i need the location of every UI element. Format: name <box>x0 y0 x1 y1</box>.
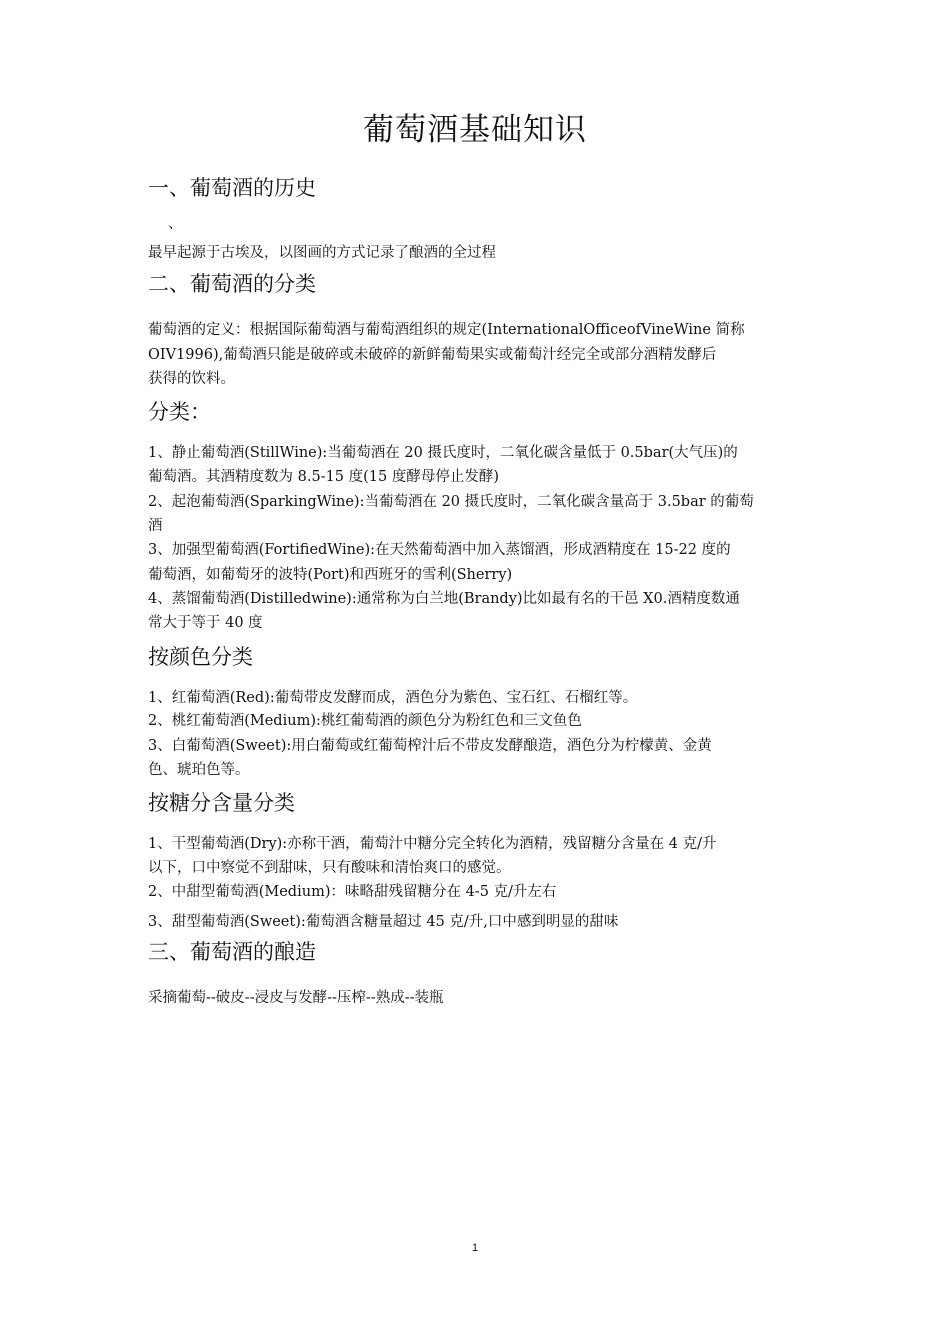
subheading-classify: 分类： <box>148 400 211 424</box>
stray-mark: 、 <box>168 216 183 232</box>
page-number: 1 <box>471 1242 479 1254</box>
classify-line-8: 常大于等于 40 度 <box>148 615 263 631</box>
classify-line-3: 2、起泡葡萄酒(SparkingWine):当葡萄酒在 20 摄氏度时，二氧化碳含量高于 3.5bar 的葡萄 <box>148 494 754 510</box>
subheading-by-sugar: 按糖分含量分类 <box>148 791 295 815</box>
section-heading-classification: 二、葡萄酒的分类 <box>148 272 316 296</box>
classify-line-2: 葡萄酒。其酒精度数为 8.5-15 度(15 度酵母停止发酵) <box>148 469 500 485</box>
classify-line-7: 4、蒸馏葡萄酒(Distilledwine):通常称为白兰地(Brandy)比如最有名的干邑 X0.酒精度数通 <box>148 591 740 607</box>
color-line-2: 2、桃红葡萄酒(Medium):桃红葡萄酒的颜色分为粉红色和三文鱼色 <box>148 713 582 729</box>
history-text: 最早起源于古埃及，以图画的方式记录了酿酒的全过程 <box>148 245 496 261</box>
classify-line-1: 1、静止葡萄酒(StillWine):当葡萄酒在 20 摄氏度时，二氧化碳含量低于 0.5bar(大气压)的 <box>148 445 738 461</box>
subheading-by-color: 按颜色分类 <box>148 645 253 669</box>
color-line-1: 1、红葡萄酒(Red):葡萄带皮发酵而成，酒色分为紫色、宝石红、石榴红等。 <box>148 690 638 706</box>
winemaking-process: 采摘葡萄--破皮--浸皮与发酵--压榨--熟成--装瓶 <box>148 990 444 1006</box>
section-heading-history: 一、葡萄酒的历史 <box>148 176 316 200</box>
sugar-line-3: 2、中甜型葡萄酒(Medium)：味略甜残留糖分在 4-5 克/升左右 <box>148 884 557 900</box>
definition-line-1: 葡萄酒的定义：根据国际葡萄酒与葡萄酒组织的规定(InternationalOfficeofVineWine 简称 <box>148 322 745 338</box>
sugar-line-1: 1、干型葡萄酒(Dry):亦称干酒，葡萄汁中糖分完全转化为酒精，残留糖分含量在 4 克/升 <box>148 836 717 852</box>
definition-line-2: OIV1996),葡萄酒只能是破碎或未破碎的新鲜葡萄果实或葡萄汁经完全或部分酒精发酵后 <box>148 347 717 363</box>
sugar-line-2: 以下，口中察觉不到甜味，只有酸味和清怡爽口的感觉。 <box>148 860 511 876</box>
section-heading-winemaking: 三、葡萄酒的酿造 <box>148 940 316 964</box>
classify-line-4: 酒 <box>148 518 163 534</box>
classify-line-6: 葡萄酒，如葡萄牙的波特(Port)和西班牙的雪利(Sherry) <box>148 567 513 583</box>
classify-line-5: 3、加强型葡萄酒(FortifiedWine):在天然葡萄酒中加入蒸馏酒，形成酒精度在 15-22 度的 <box>148 542 731 558</box>
color-line-4: 色、琥珀色等。 <box>148 762 250 778</box>
sugar-line-4: 3、甜型葡萄酒(Sweet):葡萄酒含糖量超过 45 克/升,口中感到明显的甜味 <box>148 914 619 930</box>
color-line-3: 3、白葡萄酒(Sweet):用白葡萄或红葡萄榨汁后不带皮发酵酿造，酒色分为柠檬黄、金黄 <box>148 738 712 754</box>
document-title: 葡萄酒基础知识 <box>363 112 587 148</box>
definition-line-3: 获得的饮料。 <box>148 371 235 387</box>
